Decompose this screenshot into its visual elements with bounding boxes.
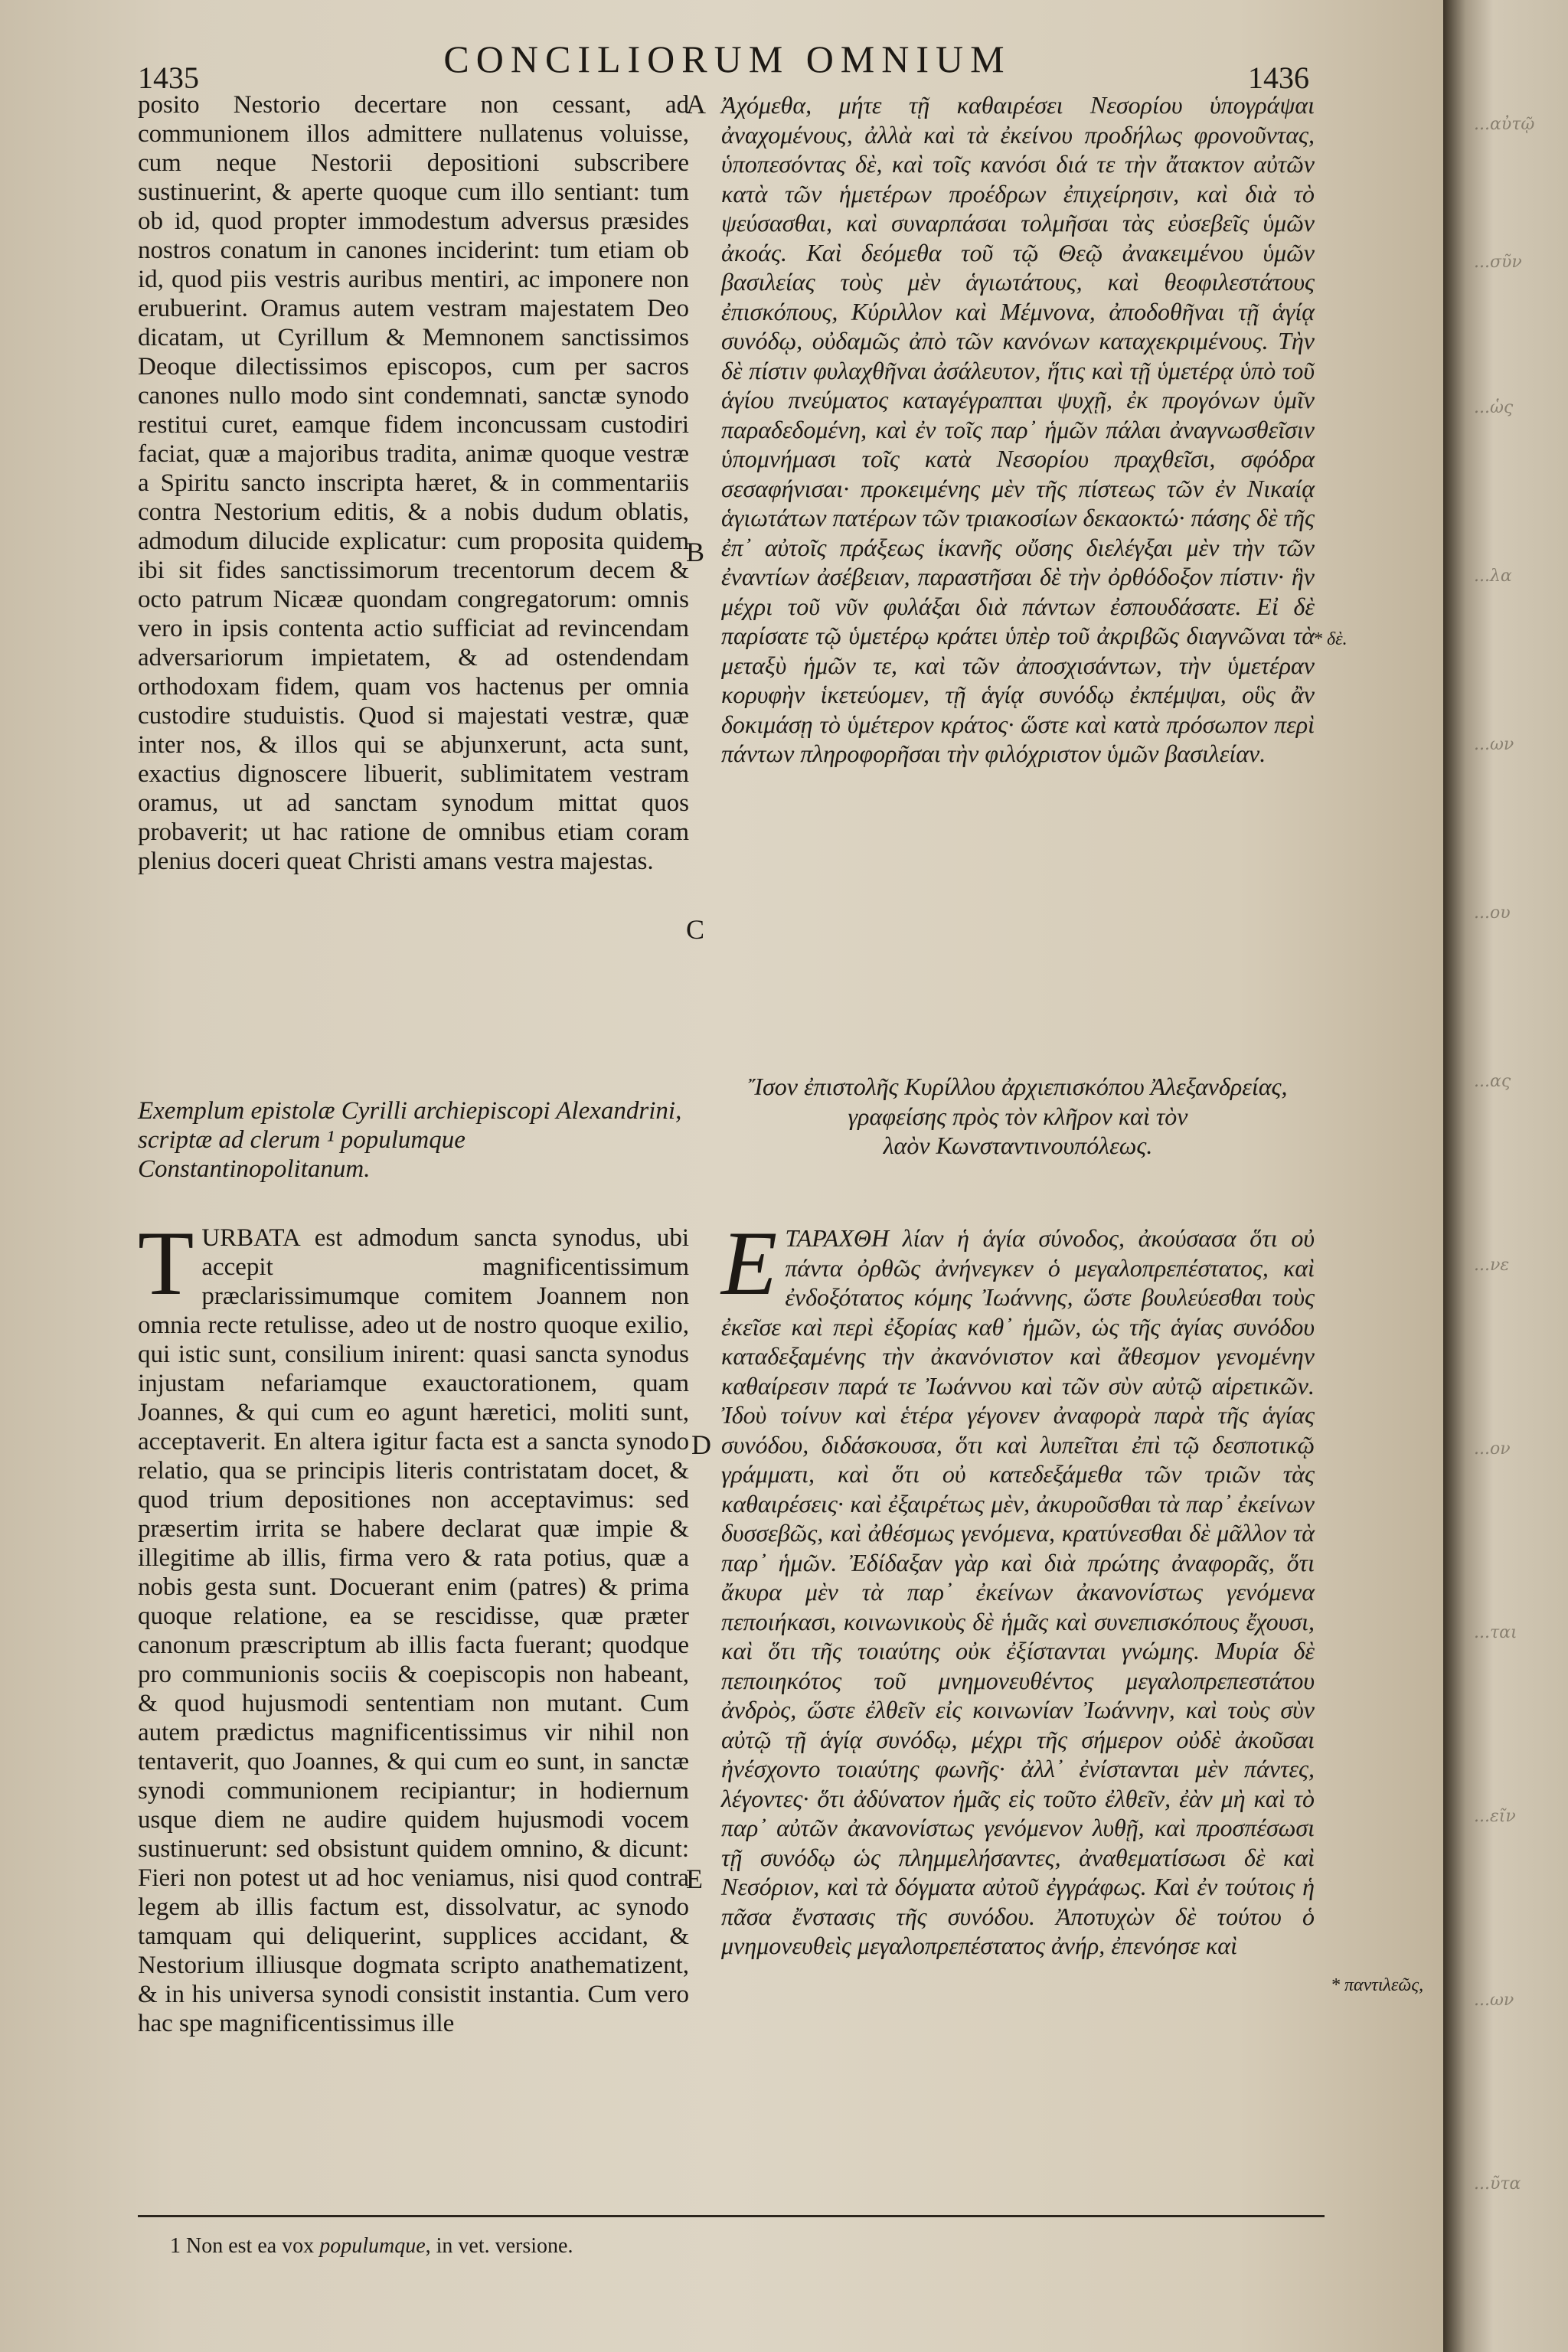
footnote-text-after: , in vet. versione. — [425, 2234, 573, 2258]
edge-fragment: ...ον — [1474, 1439, 1511, 1459]
left-page-number: 1435 — [138, 60, 199, 95]
footnote-number: 1 — [170, 2234, 181, 2258]
edge-fragment: ...νε — [1474, 1256, 1510, 1275]
edge-fragment: ...λα — [1474, 567, 1512, 586]
latin-text-section-2: URBATA est admodum sancta synodus, ubi accepit magnificentissimum præclarissimumque comitem Joannem non omnia recte retulisse, adeo ut de nostro quoque exilio, qui istic sunt, consilium inirent: quasi sancta synodus injustam nefariamque exauctorationem, quam Joannes, & qui cum eo agunt hæretici, moliti sunt, acceptaverit. En altera igitur facta est a sancta synodo relatio, qua se principis literis contristatam docet, & quod trium depositiones non acceptavimus: sed præsertim irrita se habere declarat quæ impie & illegitime ab illis, firma vero & rata potius, quæ a nobis gesta sunt. Docuerant enim (patres) & prima quoque relatione, ea se rescidisse, quæ præter canonum præscriptum ab illis facta fuerant; quodque pro communionis sociis & coepiscopis non habeant, & quod hujusmodi sententiam non mutant. Cum autem prædictus magnificentissimus vir nihil non tentaverit, quo Joannes, & qui cum eo sunt, in sanctæ synodi communionem recipiantur; in hodiernum usque diem ne audire quidem hujusmodi vocem sustinuerunt: sed obsistunt quidem omnino, & dicunt: Fieri non potest ut ad hoc veniamus, nisi quod contra legem ab illis factum est, dissolvatur, ac synodo tamquam qui deliquerint, supplices accidant, & Nestorium illiusque dogmata scripto anathematizent, & in his universa synodi consistit instantia. Cum vero hac spe magnificentissimus ille — [138, 1224, 689, 2037]
edge-fragment: ...ου — [1474, 903, 1511, 923]
edge-fragment: ...σῦν — [1474, 253, 1522, 272]
edge-fragment: ...ται — [1474, 1623, 1517, 1642]
greek-column — [721, 90, 1315, 769]
latin-letter-heading: Exemplum epistolæ Cyrilli archiepiscopi Alexandrini, scriptæ ad clerum ¹ populumque Constantinopolitanum. — [138, 1097, 682, 1183]
side-note-b: * δὲ. — [1313, 629, 1348, 649]
edge-fragment: ...αὐτῷ — [1474, 115, 1535, 134]
margin-letter-a: A — [686, 89, 706, 119]
edge-fragment: ...ῦτα — [1474, 2174, 1521, 2194]
greek-text-section-1: Ἀχόμεθα, μήτε τῇ καθαιρέσει Νεσορίου ὑπογράψαι ἀναχομένους, ἀλλὰ καὶ τὰ ἐκείνου προδήλως φρονοῦντας, ὑποπεσόντας δὲ, καὶ τοῖς κανόσι διά τε τὴν ἄτακτον αὐτῶν κατὰ τῶν ἡμετέρων προέδρων ἐπιχείρησιν, καὶ διὰ τὸ ψεύσασθαι, καὶ συναρπάσαι τολμῆσαι τὰς εὐσεβεῖς ὑμῶν ἀκοάς. Καὶ δεόμεθα τοῦ τῷ Θεῷ ἀνακειμένου ὑμῶν βασιλείας τοὺς μὲν ἁγιωτάτους, καὶ θεοφιλεστάτους ἐπισκόπους, Κύριλλον καὶ Μέμνονα, ἀποδοθῆναι τῇ ἁγίᾳ συνόδῳ, οὐδαμῶς ἀπὸ τῶν κανόνων καταχεκριμένους. Τὴν δὲ πίστιν φυλαχθῆναι ἀσάλευτον, ἥτις καὶ τῇ ὑμετέρᾳ ὑπὸ τοῦ ἁγίου πνεύματος καταγέγραπται ψυχῇ, ἐκ προγόνων ὑμῖν παραδεδομένη, καὶ ἐν τοῖς παρ᾽ ἡμῶν πάλαι ἀναγνωσθεῖσιν ὑπομνήμασι τοῖς κατὰ Νεσορίου πραχθεῖσι, σφόδρα σεσαφήνισαι· προκειμένης μὲν τῆς πίστεως τῶν ἐν Νικαίᾳ ἁγιωτάτων πατέρων τῶν τριακοσίων δεκαοκτώ· πάσης δὲ τῆς ἐπ᾽ αὐτοῖς πράξεως ἱκανῆς οὔσης διελέγξαι μὲν τὴν τῶν ἐναντίων ἀσέβειαν, παραστῆσαι δὲ τὴν ὀρθόδοξον πίστιν· ἣν μέχρι τοῦ νῦν φυλάξαι διὰ πάντων ἐσπουδάσατε. Εἰ δὲ παρίσατε τῷ ὑμετέρῳ κράτει ὑπὲρ τοῦ ἀκριβῶς διαγνῶναι τὰ μεταξὺ ἡμῶν τε, καὶ τῶν ἀποσχισάντων, τὴν ὑμετέραν κορυφὴν ἱκετεύομεν, τῇ ἁγίᾳ συνόδῳ ἐκπέμψαι, οὓς ἂν δοκιμάσῃ τὸ ὑμέτερον κράτος· ὥστε καὶ κατὰ πρόσωπον περὶ πάντων πληροφορῆσαι τὴν φιλόχριστον ὑμῶν βασιλείαν. — [721, 91, 1315, 767]
margin-letter-d: D — [691, 1429, 711, 1460]
latin-heading-block — [138, 1096, 689, 1184]
edge-fragment: ...ων — [1474, 1991, 1514, 2010]
latin-letter-body — [138, 1212, 689, 2038]
greek-text-section-2: ΤΑΡΑΧΘΗ λίαν ἡ ἁγία σύνοδος, ἀκούσασα ὅτι οὐ πάντα ὀρθῶς ἀνήνεγκεν ὁ μεγαλοπρεπέστατος, καὶ ἐνδοξότατος κόμης Ἰωάννης, ὥστε βουλεύεσθαι τοὺς ἐκεῖσε καὶ περὶ ἐξορίας καθ᾽ ἡμῶν, ὡς τῆς ἁγίας συνόδου καταδεξαμένης τὴν ἀκανόνιστον καὶ ἄθεσμον γενομένην καθαίρεσιν παρά τε Ἰωάννου καὶ τῶν σὺν αὐτῷ αἱρετικῶν. Ἰδοὺ τοίνυν καὶ ἑτέρα γέγονεν ἀναφορὰ παρὰ τῆς ἁγίας συνόδου, διδάσκουσα, ὅτι καὶ λυπεῖται ἐπὶ τῷ δεσποτικῷ γράμματι, καὶ ὅτι οὐ κατεδεξάμεθα τῶν τριῶν τὰς καθαιρέσεις· καὶ ἐξαιρέτως μὲν, ἀκυροῦσθαι τὰ παρ᾽ ἐκείνων δυσσεβῶς, καὶ ἀθέσμως γενόμενα, κρατύνεσθαι δὲ μᾶλλον τὰ παρ᾽ ἡμῶν. Ἐδίδαξαν γὰρ καὶ διὰ πρώτης ἀναφορᾶς, ὅτι ἄκυρα μὲν τὰ παρ᾽ ἐκείνων ἀκανονίστως γενόμενα πεποιήκασι, κοινωνικοὺς δὲ ἡμᾶς καὶ συνεπισκόπους ἔχουσι, καὶ ὅτι τῆς τοιαύτης οὐκ ἐξίστανται γνώμης. Μυρία δὲ πεποιηκότος τοῦ μνημονευθέντος μεγαλοπρεπεστάτου ἀνδρὸς, ὥστε ἐλθεῖν εἰς κοινωνίαν Ἰωάννην, καὶ τοὺς σὺν αὐτῷ τῇ ἁγίᾳ συνόδῳ, μέχρι τῆς σήμερον οὐδὲ ἀκοῦσαι ἠνέσχοντο τοιαύτης φωνῆς· ἀλλ᾽ ἐνίστανται μὲν πάντες, λέγοντες· ὅτι ἀδύνατον ἡμᾶς εἰς τοῦτο ἐλθεῖν, ἐὰν μὴ καὶ τὸ παρ᾽ αὐτῶν ἀκανονίστως γενόμενον λυθῇ, καὶ προσπέσωσι τῇ συνόδῳ ὡς πλημμελήσαντες, ἀναθεματίσωσι δὲ καὶ Νεσόριον, καὶ τὰ δόγματα αὐτοῦ ἐγγράφως. Καὶ ἐν τούτοις ἡ πᾶσα ἔνστασις τῆς συνόδου. Ἀποτυχὼν δὲ τούτου ὁ μνημονευθεὶς μεγαλοπρεπέστατος ἀνήρ, ἐπενόησε καὶ — [721, 1224, 1315, 1959]
greek-letter-heading-line-1: Ἴσον ἐπιστολῆς Κυρίλλου ἀρχιεπισκόπου Ἀλεξανδρείας, γραφείσης πρὸς τὸν κλῆρον καὶ τὸν — [748, 1073, 1288, 1130]
footnote — [170, 2234, 573, 2259]
latin-text-section-1: posito Nestorio decertare non cessant, ad communionem illos admittere nullatenus voluisse, cum neque Nestorii depositioni subscribere sustinuerint, & aperte quoque cum illo sentiant: tum ob id, quod propter immodestum adversus præsides nostros conatum in canones inciderint: tum etiam ob id, quod piis vestris auribus mentiri, ac imponere non erubuerint. Oramus autem vestram majestatem Deo dicatam, ut Cyrillum & Memnonem sanctissimos Deoque dilectissimos episcopos, cum per sacros canones nullo modo sint condemnati, sanctæ synodo restitui curet, eamque fidem inconcussam custodiri faciat, quæ a majoribus tradita, animæ quoque vestræ a Spiritu sancto inscripta hæret, & in commentariis contra Nestorium editis, & a nobis dudum oblatis, admodum dilucide explicatur: cum proposita quidem ibi sit fides sanctissimorum trecentorum decem & octo patrum Nicææ quondam congregatorum: omnis vero in ipsis contenta actio sufficiat ad revincendam adversariorum impietatem, & ad ostendendam orthodoxam fidem, quam vos hactenus per omnia custodire studuistis. Quod si majestati vestræ, quæ inter nos, & illos qui se abjunxerunt, acta sunt, exactius dignoscere libuerit, sublimitatem vestram oramus, ut ad sanctam synodum mittat quos probaverit; ut hac ratione de omnibus etiam coram plenius doceri queat Christi amans vestra majestas. — [138, 91, 689, 875]
margin-letter-e: E — [686, 1864, 703, 1894]
footnote-italic: populumque — [319, 2234, 426, 2258]
greek-dropcap: Ε — [721, 1212, 778, 1314]
edge-fragment: ...εῖν — [1474, 1807, 1516, 1826]
running-title: CONCILIORUM OMNIUM — [443, 38, 1011, 80]
latin-dropcap: T — [138, 1212, 194, 1314]
margin-letter-b: B — [686, 537, 705, 567]
right-page-number: 1436 — [1248, 60, 1309, 95]
latin-column — [138, 90, 689, 876]
footnote-text-before: Non est ea vox — [186, 2234, 320, 2258]
greek-letter-body — [721, 1212, 1315, 1961]
edge-fragment: ...ὡς — [1474, 398, 1514, 417]
greek-heading-block — [721, 1072, 1315, 1161]
greek-letter-heading-line-2: λαὸν Κωνσταντινουπόλεως. — [883, 1132, 1153, 1159]
edge-fragment: ...ων — [1474, 735, 1514, 754]
margin-letter-c: C — [686, 914, 705, 945]
edge-fragment: ...ας — [1474, 1072, 1511, 1091]
side-note-e: * παντιλεῶς, — [1331, 1975, 1424, 1995]
next-page-edge — [1443, 0, 1568, 2352]
footnote-rule — [138, 2215, 1325, 2217]
